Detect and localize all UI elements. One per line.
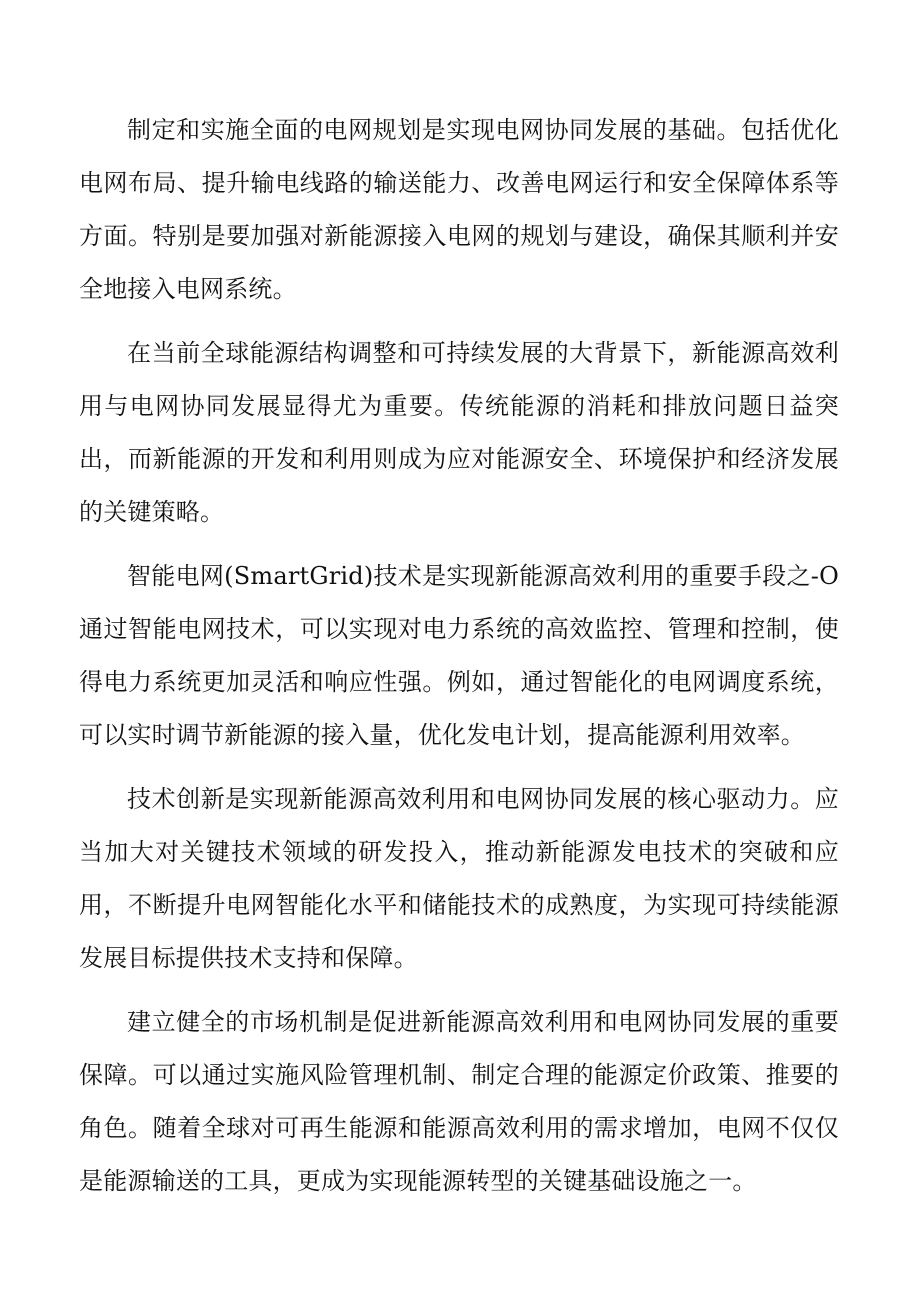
paragraph-background: 在当前全球能源结构调整和可持续发展的大背景下，新能源高效利用与电网协同发展显得尤为重要。传统能源的消耗和排放问题日益突出，而新能源的开发和利用则成为应对能源安全、环境保护和经济发展的关键策略。 <box>79 339 839 526</box>
paragraph-technology-innovation: 技术创新是实现新能源高效利用和电网协同发展的核心驱动力。应当加大对关键技术领域的研发投入，推动新能源发电技术的突破和应用，不断提升电网智能化水平和储能技术的成熟度，为实现可持续能源发展目标提供技术支持和保障。 <box>79 785 839 972</box>
paragraph-grid-planning: 制定和实施全面的电网规划是实现电网协同发展的基础。包括优化电网布局、提升输电线路的输送能力、改善电网运行和安全保障体系等方面。特别是要加强对新能源接入电网的规划与建设，确保其顺利并安全地接入电网系统。 <box>79 116 839 303</box>
paragraph-smart-grid: 智能电网(SmartGrid)技术是实现新能源高效利用的重要手段之-O通过智能电网技术，可以实现对电力系统的高效监控、管理和控制，使得电力系统更加灵活和响应性强。例如，通过智能化的电网调度系统，可以实时调节新能源的接入量，优化发电计划，提高能源利用效率。 <box>79 562 839 749</box>
document-body <box>79 104 839 1208</box>
paragraph-market-mechanism: 建立健全的市场机制是促进新能源高效利用和电网协同发展的重要保障。可以通过实施风险管理机制、制定合理的能源定价政策、推要的角色。随着全球对可再生能源和能源高效利用的需求增加，电网不仅仅是能源输送的工具，更成为实现能源转型的关键基础设施之一。 <box>79 1008 839 1195</box>
